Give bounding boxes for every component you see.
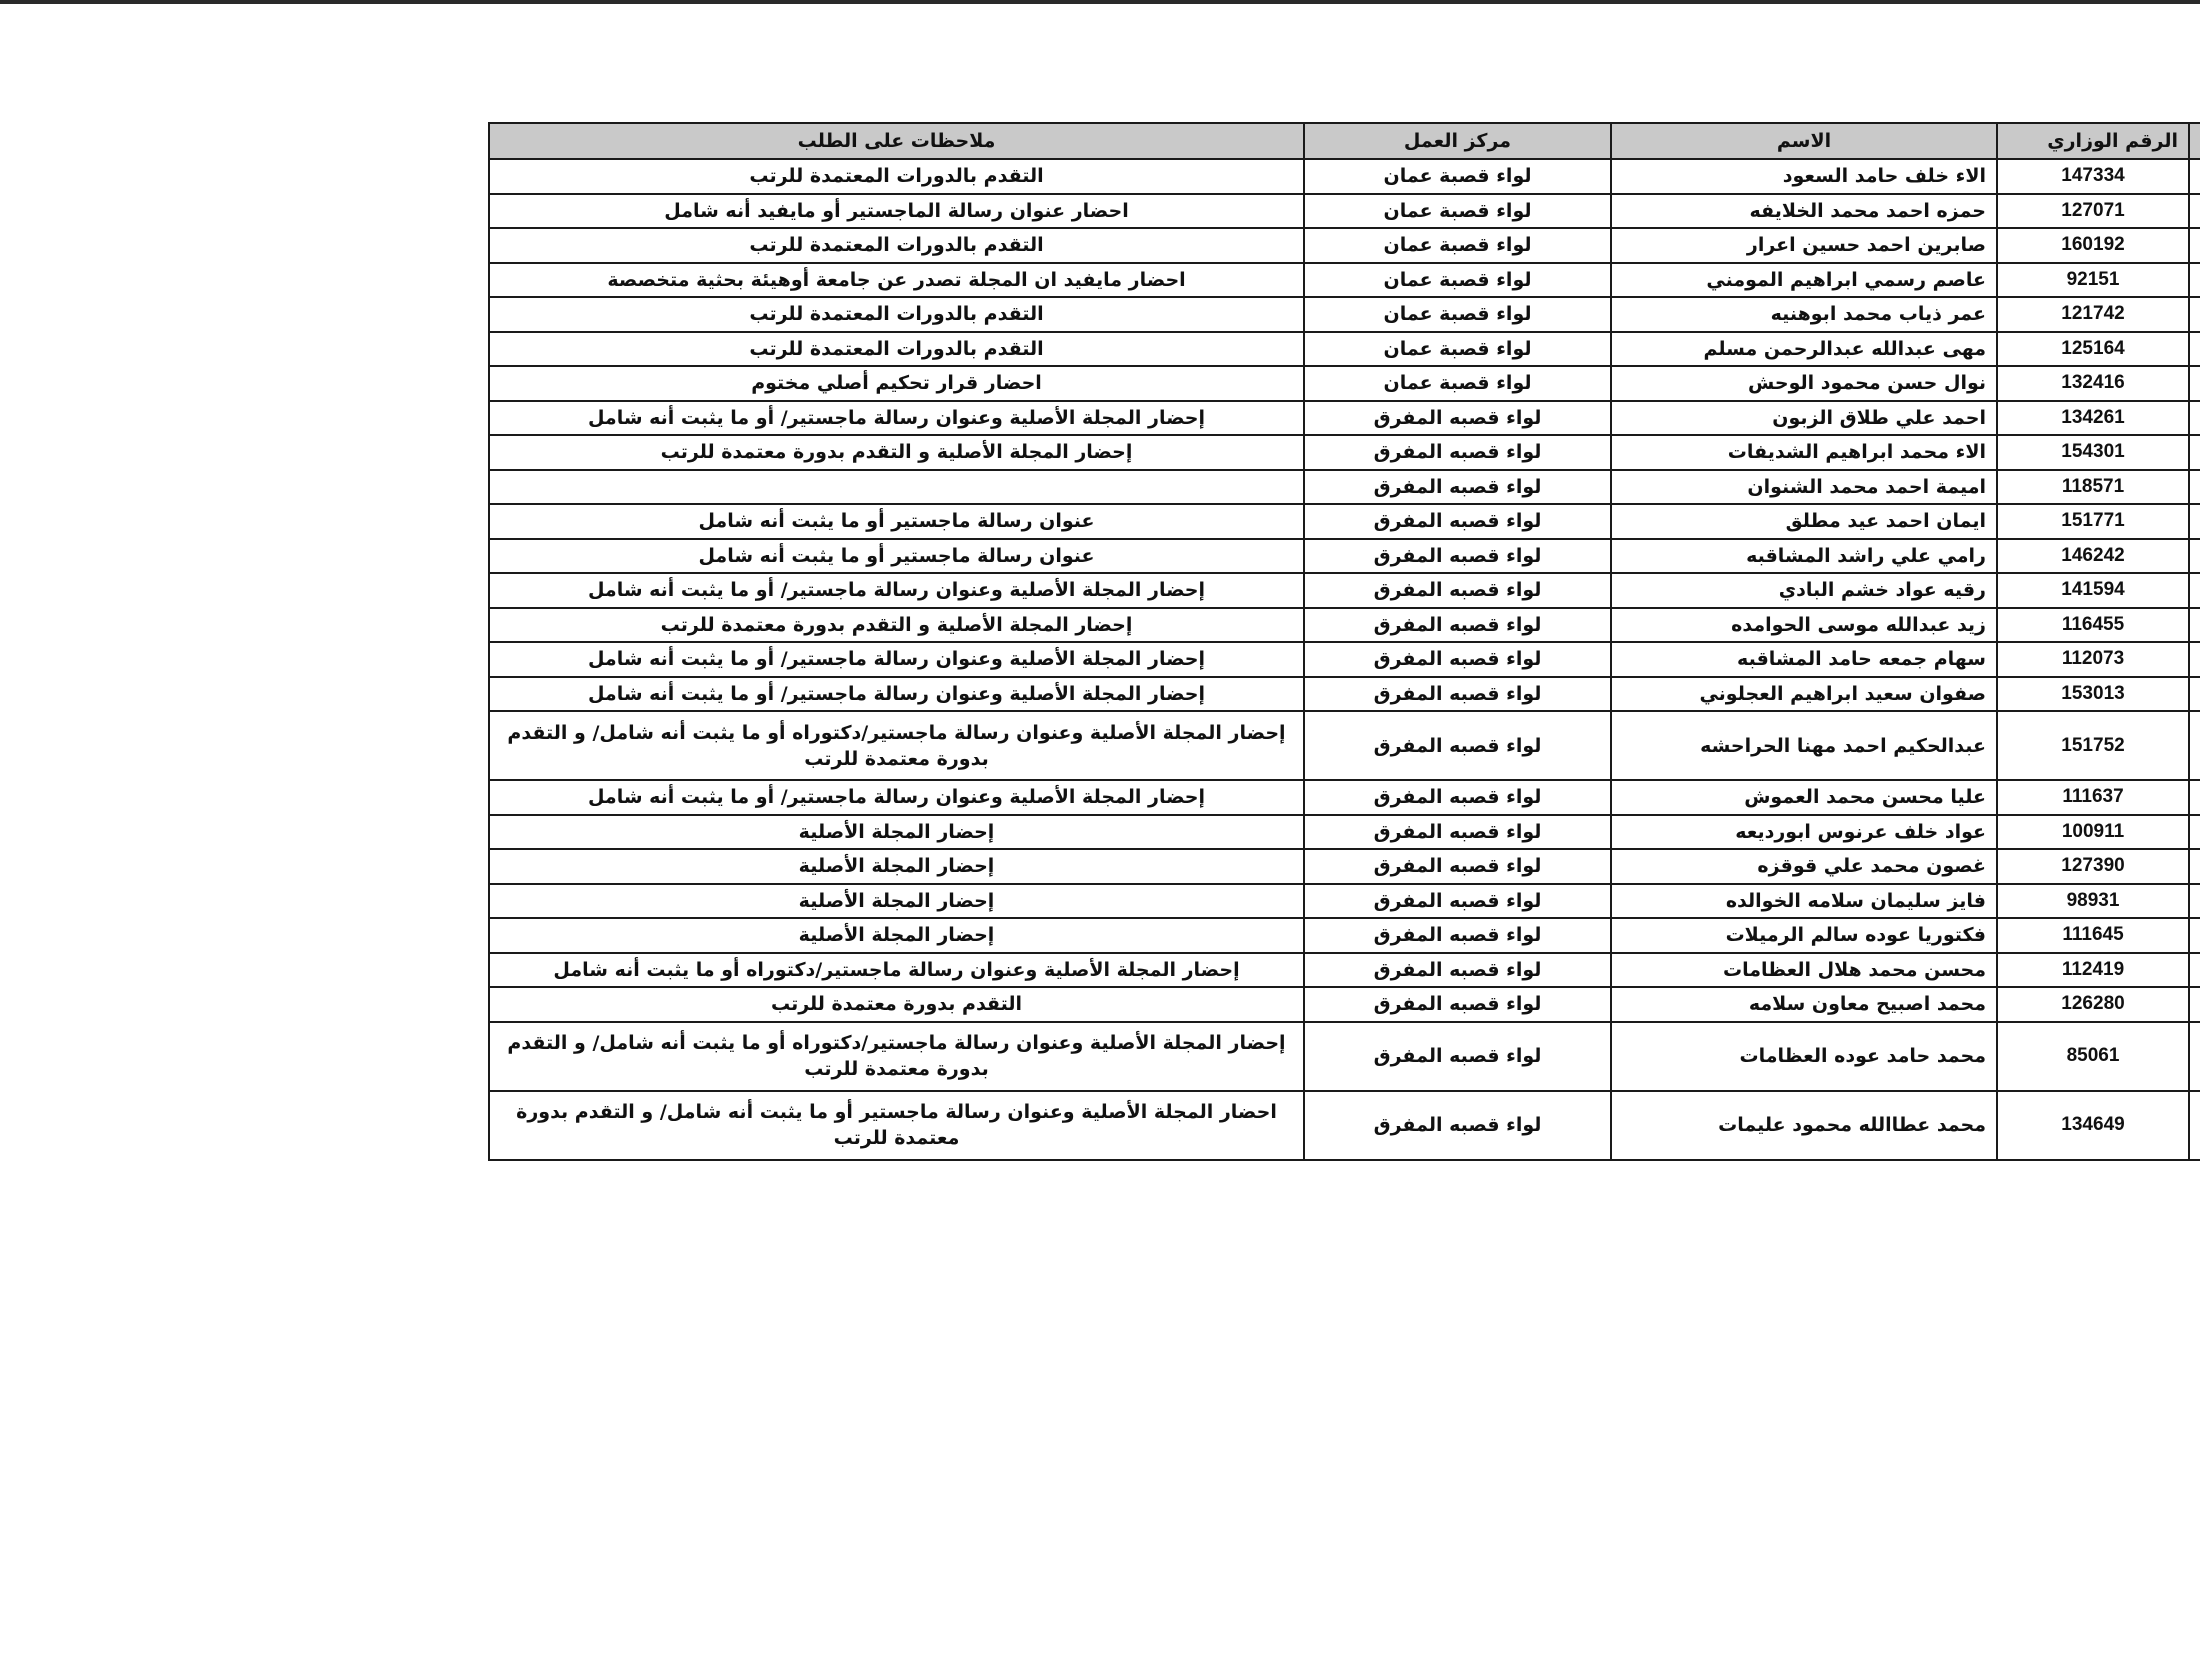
work-center-cell: لواء قصبة عمان [1304, 297, 1611, 332]
work-center-cell: لواء قصبه المفرق [1304, 849, 1611, 884]
row-blank-cell [2189, 297, 2200, 332]
name-cell: احمد علي طلاق الزبون [1611, 401, 1997, 436]
table-row [489, 987, 2200, 1022]
ministerial-number-cell: 151752 [1997, 711, 2189, 780]
ministerial-number-cell: 85061 [1997, 1022, 2189, 1091]
name-cell: عبدالحكيم احمد مهنا الحراحشه [1611, 711, 1997, 780]
table-row [489, 332, 2200, 367]
notes-cell: إحضار المجلة الأصلية وعنوان رسالة ماجستير/ أو ما يثبت أنه شامل [489, 401, 1304, 436]
name-cell: محسن محمد هلال العظامات [1611, 953, 1997, 988]
notes-cell: إحضار المجلة الأصلية [489, 815, 1304, 850]
ministerial-number-cell: 146242 [1997, 539, 2189, 574]
row-blank-cell [2189, 504, 2200, 539]
notes-cell: إحضار المجلة الأصلية وعنوان رسالة ماجستير/ أو ما يثبت أنه شامل [489, 677, 1304, 712]
row-blank-cell [2189, 815, 2200, 850]
table-row [489, 677, 2200, 712]
applicants-table [488, 122, 2200, 1161]
row-blank-cell [2189, 1091, 2200, 1160]
row-blank-cell [2189, 194, 2200, 229]
work-center-cell: لواء قصبة عمان [1304, 228, 1611, 263]
table-row [489, 953, 2200, 988]
work-center-cell: لواء قصبه المفرق [1304, 780, 1611, 815]
ministerial-number-cell: 111637 [1997, 780, 2189, 815]
table-row [489, 642, 2200, 677]
work-center-cell: لواء قصبه المفرق [1304, 711, 1611, 780]
notes-cell: التقدم بدورة معتمدة للرتب [489, 987, 1304, 1022]
work-center-cell: لواء قصبة عمان [1304, 263, 1611, 298]
name-cell: محمد اصبيح معاون سلامه [1611, 987, 1997, 1022]
notes-cell [489, 470, 1304, 505]
name-cell: سهام جمعه حامد المشاقبه [1611, 642, 1997, 677]
name-cell: عاصم رسمي ابراهيم المومني [1611, 263, 1997, 298]
work-center-cell: لواء قصبه المفرق [1304, 953, 1611, 988]
notes-cell: احضار قرار تحكيم أصلي مختوم [489, 366, 1304, 401]
ministerial-number-cell: 127390 [1997, 849, 2189, 884]
table-row [489, 297, 2200, 332]
ministerial-number-cell: 112419 [1997, 953, 2189, 988]
ministerial-number-cell: 111645 [1997, 918, 2189, 953]
name-cell: رامي علي راشد المشاقبه [1611, 539, 1997, 574]
row-blank-cell [2189, 1022, 2200, 1091]
work-center-cell: لواء قصبه المفرق [1304, 987, 1611, 1022]
work-center-cell: لواء قصبه المفرق [1304, 470, 1611, 505]
ministerial-number-cell: 134649 [1997, 1091, 2189, 1160]
table-header-row [489, 123, 2200, 159]
table-row [489, 366, 2200, 401]
name-cell: زيد عبدالله موسى الحوامده [1611, 608, 1997, 643]
name-cell: عمر ذياب محمد ابوهنيه [1611, 297, 1997, 332]
ministerial-number-cell: 116455 [1997, 608, 2189, 643]
header-ministerial-number: الرقم الوزاري [1997, 123, 2189, 159]
ministerial-number-cell: 141594 [1997, 573, 2189, 608]
table-row [489, 849, 2200, 884]
work-center-cell: لواء قصبه المفرق [1304, 608, 1611, 643]
header-name: الاسم [1611, 123, 1997, 159]
name-cell: صفوان سعيد ابراهيم العجلوني [1611, 677, 1997, 712]
work-center-cell: لواء قصبه المفرق [1304, 435, 1611, 470]
ministerial-number-cell: 153013 [1997, 677, 2189, 712]
row-blank-cell [2189, 987, 2200, 1022]
ministerial-number-cell: 98931 [1997, 884, 2189, 919]
table-row [489, 435, 2200, 470]
name-cell: محمد حامد عوده العظامات [1611, 1022, 1997, 1091]
name-cell: مهى عبدالله عبدالرحمن مسلم [1611, 332, 1997, 367]
row-blank-cell [2189, 642, 2200, 677]
work-center-cell: لواء قصبه المفرق [1304, 1091, 1611, 1160]
work-center-cell: لواء قصبة عمان [1304, 159, 1611, 194]
name-cell: اميمة احمد محمد الشنوان [1611, 470, 1997, 505]
notes-cell: إحضار المجلة الأصلية وعنوان رسالة ماجستير/ أو ما يثبت أنه شامل [489, 780, 1304, 815]
name-cell: عواد خلف عرنوس ابورديعه [1611, 815, 1997, 850]
work-center-cell: لواء قصبه المفرق [1304, 539, 1611, 574]
row-blank-cell [2189, 711, 2200, 780]
notes-cell: عنوان رسالة ماجستير أو ما يثبت أنه شامل [489, 539, 1304, 574]
ministerial-number-cell: 160192 [1997, 228, 2189, 263]
row-blank-cell [2189, 884, 2200, 919]
row-blank-cell [2189, 849, 2200, 884]
name-cell: فكتوريا عوده سالم الرميلات [1611, 918, 1997, 953]
work-center-cell: لواء قصبه المفرق [1304, 918, 1611, 953]
notes-cell: احضار المجلة الأصلية وعنوان رسالة ماجستير أو ما يثبت أنه شامل/ و التقدم بدورة معتمدة للرتب [489, 1091, 1304, 1160]
scan-top-edge [0, 0, 2200, 4]
notes-cell: إحضار المجلة الأصلية [489, 884, 1304, 919]
table-row [489, 815, 2200, 850]
name-cell: عليا محسن محمد العموش [1611, 780, 1997, 815]
header-cell-blank [2189, 123, 2200, 159]
table-row [489, 711, 2200, 780]
name-cell: الاء محمد ابراهيم الشديفات [1611, 435, 1997, 470]
name-cell: ايمان احمد عيد مطلق [1611, 504, 1997, 539]
header-notes: ملاحظات على الطلب [489, 123, 1304, 159]
notes-cell: إحضار المجلة الأصلية وعنوان رسالة ماجستير/دكتوراه أو ما يثبت أنه شامل [489, 953, 1304, 988]
notes-cell: احضار عنوان رسالة الماجستير أو مايفيد أنه شامل [489, 194, 1304, 229]
row-blank-cell [2189, 228, 2200, 263]
notes-cell: عنوان رسالة ماجستير أو ما يثبت أنه شامل [489, 504, 1304, 539]
ministerial-number-cell: 118571 [1997, 470, 2189, 505]
notes-cell: إحضار المجلة الأصلية [489, 918, 1304, 953]
name-cell: فايز سليمان سلامه الخوالده [1611, 884, 1997, 919]
name-cell: رقيه عواد خشم البادي [1611, 573, 1997, 608]
notes-cell: التقدم بالدورات المعتمدة للرتب [489, 228, 1304, 263]
work-center-cell: لواء قصبه المفرق [1304, 642, 1611, 677]
ministerial-number-cell: 151771 [1997, 504, 2189, 539]
row-blank-cell [2189, 332, 2200, 367]
notes-cell: إحضار المجلة الأصلية وعنوان رسالة ماجستير/ أو ما يثبت أنه شامل [489, 573, 1304, 608]
row-blank-cell [2189, 539, 2200, 574]
work-center-cell: لواء قصبه المفرق [1304, 884, 1611, 919]
table-row [489, 539, 2200, 574]
work-center-cell: لواء قصبه المفرق [1304, 1022, 1611, 1091]
ministerial-number-cell: 154301 [1997, 435, 2189, 470]
notes-cell: التقدم بالدورات المعتمدة للرتب [489, 297, 1304, 332]
ministerial-number-cell: 126280 [1997, 987, 2189, 1022]
work-center-cell: لواء قصبه المفرق [1304, 573, 1611, 608]
table-row [489, 194, 2200, 229]
work-center-cell: لواء قصبه المفرق [1304, 401, 1611, 436]
ministerial-number-cell: 147334 [1997, 159, 2189, 194]
ministerial-number-cell: 112073 [1997, 642, 2189, 677]
name-cell: صابرين احمد حسين اعرار [1611, 228, 1997, 263]
name-cell: الاء خلف حامد السعود [1611, 159, 1997, 194]
table-row [489, 918, 2200, 953]
table-row [489, 780, 2200, 815]
table-row [489, 573, 2200, 608]
notes-cell: إحضار المجلة الأصلية و التقدم بدورة معتمدة للرتب [489, 608, 1304, 643]
row-blank-cell [2189, 159, 2200, 194]
ministerial-number-cell: 134261 [1997, 401, 2189, 436]
ministerial-number-cell: 127071 [1997, 194, 2189, 229]
table-row [489, 504, 2200, 539]
table-row [489, 608, 2200, 643]
notes-cell: احضار مايفيد ان المجلة تصدر عن جامعة أوهيئة بحثية متخصصة [489, 263, 1304, 298]
notes-cell: إحضار المجلة الأصلية وعنوان رسالة ماجستير/ أو ما يثبت أنه شامل [489, 642, 1304, 677]
table-row [489, 263, 2200, 298]
table-row [489, 1091, 2200, 1160]
notes-cell: التقدم بالدورات المعتمدة للرتب [489, 332, 1304, 367]
work-center-cell: لواء قصبة عمان [1304, 366, 1611, 401]
notes-cell: إحضار المجلة الأصلية وعنوان رسالة ماجستير/دكتوراه أو ما يثبت أنه شامل/ و التقدم بدورة معتمدة للرتب [489, 1022, 1304, 1091]
name-cell: نوال حسن محمود الوحش [1611, 366, 1997, 401]
row-blank-cell [2189, 677, 2200, 712]
table-row [489, 470, 2200, 505]
ministerial-number-cell: 100911 [1997, 815, 2189, 850]
ministerial-number-cell: 125164 [1997, 332, 2189, 367]
notes-cell: التقدم بالدورات المعتمدة للرتب [489, 159, 1304, 194]
row-blank-cell [2189, 401, 2200, 436]
row-blank-cell [2189, 435, 2200, 470]
name-cell: حمزه احمد محمد الخلايفه [1611, 194, 1997, 229]
table-row [489, 401, 2200, 436]
table-body [489, 159, 2200, 1160]
table-row [489, 228, 2200, 263]
work-center-cell: لواء قصبه المفرق [1304, 815, 1611, 850]
ministerial-number-cell: 132416 [1997, 366, 2189, 401]
work-center-cell: لواء قصبه المفرق [1304, 504, 1611, 539]
row-blank-cell [2189, 263, 2200, 298]
notes-cell: إحضار المجلة الأصلية و التقدم بدورة معتمدة للرتب [489, 435, 1304, 470]
work-center-cell: لواء قصبة عمان [1304, 194, 1611, 229]
name-cell: غصون محمد علي قوقزه [1611, 849, 1997, 884]
row-blank-cell [2189, 780, 2200, 815]
table-row [489, 1022, 2200, 1091]
document-sheet [488, 122, 2200, 1166]
row-blank-cell [2189, 470, 2200, 505]
row-blank-cell [2189, 918, 2200, 953]
row-blank-cell [2189, 608, 2200, 643]
name-cell: محمد عطاالله محمود عليمات [1611, 1091, 1997, 1160]
table-row [489, 884, 2200, 919]
notes-cell: إحضار المجلة الأصلية [489, 849, 1304, 884]
row-blank-cell [2189, 953, 2200, 988]
notes-cell: إحضار المجلة الأصلية وعنوان رسالة ماجستير/دكتوراه أو ما يثبت أنه شامل/ و التقدم بدورة معتمدة للرتب [489, 711, 1304, 780]
row-blank-cell [2189, 573, 2200, 608]
ministerial-number-cell: 92151 [1997, 263, 2189, 298]
header-work-center: مركز العمل [1304, 123, 1611, 159]
table-row [489, 159, 2200, 194]
ministerial-number-cell: 121742 [1997, 297, 2189, 332]
work-center-cell: لواء قصبه المفرق [1304, 677, 1611, 712]
row-blank-cell [2189, 366, 2200, 401]
work-center-cell: لواء قصبة عمان [1304, 332, 1611, 367]
